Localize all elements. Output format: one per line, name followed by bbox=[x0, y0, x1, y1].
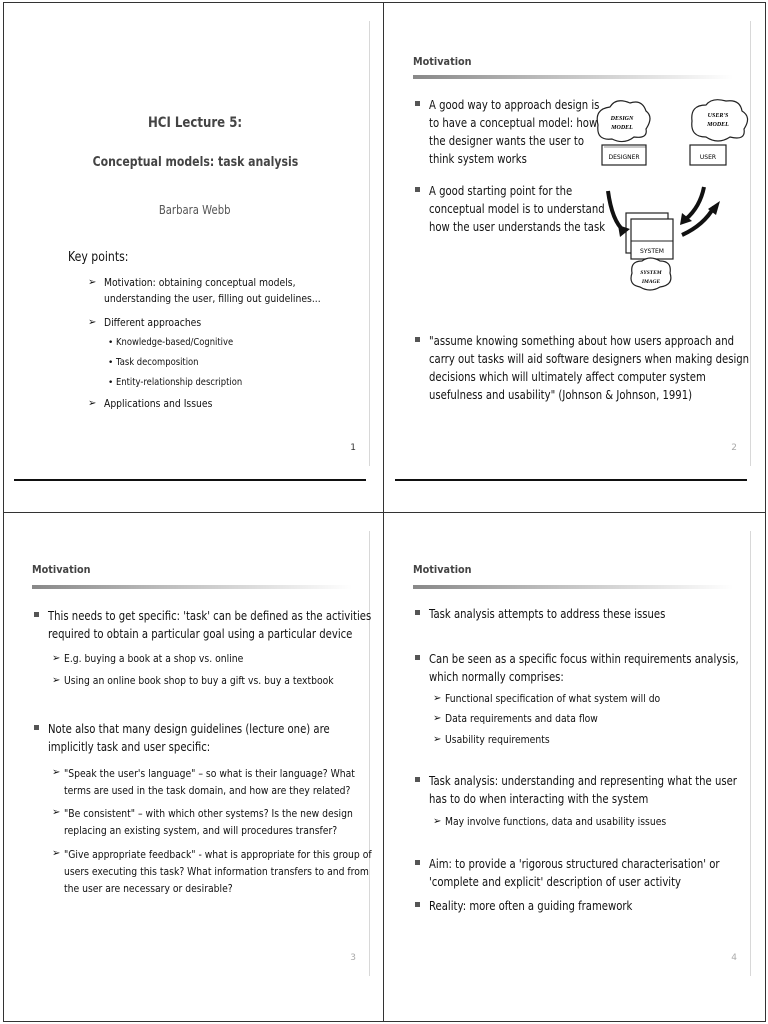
slide-title: Motivation bbox=[413, 563, 472, 576]
author: Barbara Webb bbox=[159, 203, 231, 217]
key-points-label: Key points: bbox=[68, 250, 129, 265]
lecture-title: HCI Lecture 5: bbox=[147, 115, 243, 131]
square-bullet-icon bbox=[415, 610, 420, 615]
users-model-cloud bbox=[692, 100, 748, 141]
arrow-bullet-icon: ➢ bbox=[88, 398, 97, 409]
arrow-bullet-icon: ➢ bbox=[433, 693, 442, 704]
svg-text:USER'S: USER'S bbox=[707, 113, 729, 119]
square-bullet-icon bbox=[415, 655, 420, 660]
svg-text:IMAGE: IMAGE bbox=[641, 279, 661, 285]
svg-text:MODEL: MODEL bbox=[707, 122, 729, 128]
arrow-designer-to-system bbox=[608, 191, 624, 231]
slide-separator bbox=[395, 479, 747, 481]
svg-text:DESIGN: DESIGN bbox=[610, 116, 634, 122]
square-bullet-icon bbox=[415, 187, 420, 192]
square-bullet-icon bbox=[415, 860, 420, 865]
title-underline bbox=[32, 585, 352, 589]
slide-1: HCI Lecture 5: Conceptual models: task analysis Barbara Webb Key points: ➢ Motivation: obtaining conceptual models, understanding the user, filling out guidelines... ➢ Different approaches • Knowledge-based/Cognitive • Task decomposition • Entity-relationship description ➢ Applications and Issues 1 bbox=[4, 3, 386, 513]
square-bullet-icon bbox=[34, 725, 39, 730]
square-bullet-icon bbox=[415, 777, 420, 782]
page-number: 4 bbox=[731, 953, 737, 963]
arrow-bullet-icon: ➢ bbox=[52, 675, 61, 686]
square-bullet-icon bbox=[34, 612, 39, 617]
arrow-bullet-icon: ➢ bbox=[88, 317, 97, 328]
slide-4: Motivation Task analysis attempts to address these issues Can be seen as a specific focus within requirements analysis, which normally comprises: ➢ Functional specification of what system will do ➢ Data requirements and data flow ➢ Usability requirements Task analysis: understanding and representing what the user has to do when interacting with the system ➢ May involve functions, data and usability issues Aim: to provide a 'rigorous structured characterisation' or 'complete and explicit' description of user activity Reality: more often a guiding framework 4 bbox=[385, 513, 767, 1023]
arrow-bullet-icon: ➢ bbox=[433, 734, 442, 745]
page-number: 3 bbox=[350, 953, 356, 963]
conceptual-model-diagram bbox=[590, 95, 755, 305]
title-underline bbox=[413, 585, 733, 589]
slide-title: Motivation bbox=[413, 55, 472, 68]
slide-3: Motivation This needs to get specific: 'task' can be defined as the activities required to obtain a particular goal using a particular device ➢ E.g. buying a book at a shop vs. online ➢ Using an online book shop to buy a gift vs. buy a textbook Note also that many design guidelines (lecture one) are implicitly task and user specific: ➢ "Speak the user's language" – so what is their language? What terms are used in the task domain, and how are they related? ➢ "Be consistent" – with which other systems? Is the new design replacing an existing system, and will procedures transfer? ➢ "Give appropriate feedback" - what is appropriate for this group of users executing this task? What information transfers to and from the user are necessary or desirable? 3 bbox=[4, 513, 386, 1023]
arrow-bullet-icon: ➢ bbox=[433, 816, 442, 827]
svg-text:MODEL: MODEL bbox=[611, 125, 633, 131]
lecture-subtitle: Conceptual models: task analysis bbox=[92, 155, 298, 170]
square-bullet-icon bbox=[415, 902, 420, 907]
page-number: 2 bbox=[731, 443, 737, 453]
arrow-bullet-icon: ➢ bbox=[433, 713, 442, 724]
arrow-user-to-system bbox=[686, 187, 704, 219]
system-label: SYSTEM bbox=[640, 248, 664, 255]
square-bullet-icon bbox=[415, 101, 420, 106]
title-underline bbox=[413, 75, 733, 79]
user-label: USER bbox=[699, 154, 717, 161]
slide-separator bbox=[14, 479, 366, 481]
arrow-bullet-icon: ➢ bbox=[52, 767, 61, 778]
slide-2: Motivation A good way to approach design is to have a conceptual model: how the designer wants the user to think system works A good starting point for the conceptual model is to understand how the user understands the task DESIGN MODEL USER'S MODEL DESIGNER USER SYSTEM SYSTEM IMAGE "assume knowing something about how users approach and carry out tasks will aid software designers when making design decisions which will ultimately affect computer system usefulness and usability" (Johnson & Johnson, 1991) 2 bbox=[385, 3, 767, 513]
arrow-bullet-icon: ➢ bbox=[52, 653, 61, 664]
square-bullet-icon bbox=[415, 337, 420, 342]
page-number: 1 bbox=[350, 443, 356, 453]
designer-label: DESIGNER bbox=[608, 154, 640, 161]
svg-text:SYSTEM: SYSTEM bbox=[640, 270, 662, 276]
arrow-bullet-icon: ➢ bbox=[52, 848, 61, 859]
slide-title: Motivation bbox=[32, 563, 91, 576]
arrow-bullet-icon: ➢ bbox=[52, 807, 61, 818]
arrow-bullet-icon: ➢ bbox=[88, 277, 97, 288]
